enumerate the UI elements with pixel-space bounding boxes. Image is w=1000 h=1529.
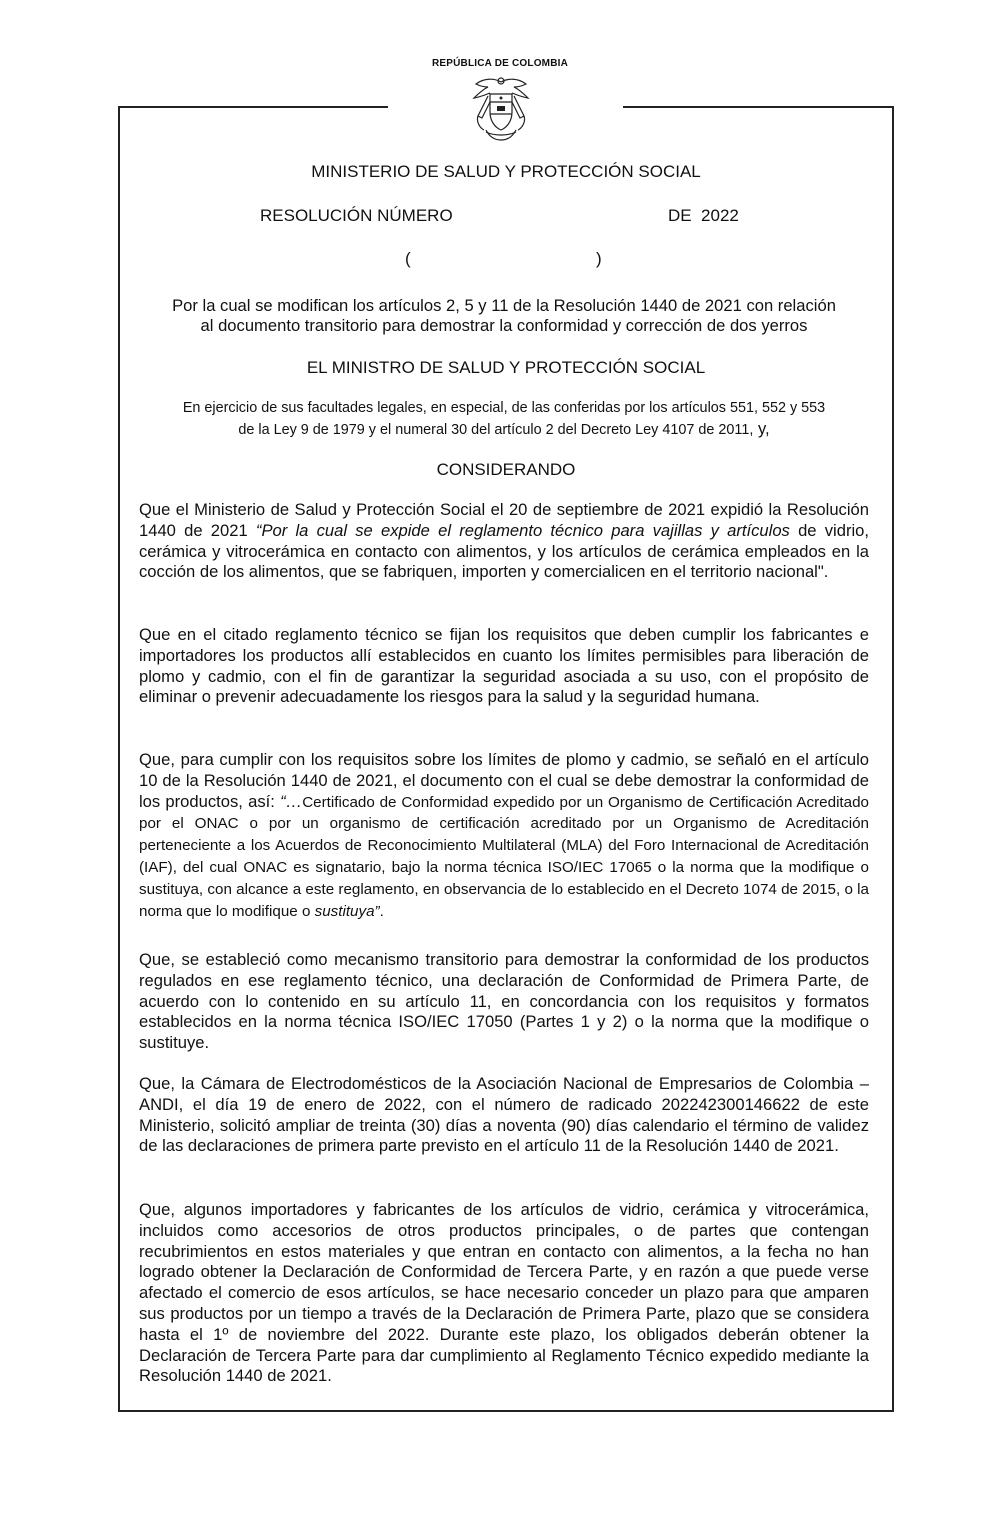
legal-faculties [139, 399, 869, 440]
considerando-heading: CONSIDERANDO [436, 460, 576, 479]
frame-top-right [623, 106, 894, 108]
authority-heading: EL MINISTRO DE SALUD Y PROTECCIÓN SOCIAL [306, 358, 706, 377]
frame-top-left [118, 106, 388, 108]
paragraph-1 [139, 500, 869, 583]
frame-bottom [118, 1410, 894, 1412]
resolution-label: RESOLUCIÓN NÚMERO [260, 206, 453, 225]
paragraph-3-part-a: Que, para cumplir con los requisitos sobre los límites de plomo y cadmio, se señaló en el artículo 10 de la Resolución 1440 de 2021, el documento con el cual se debe demostrar la conformidad de los productos, así: [139, 750, 869, 811]
paragraph-5 [139, 1074, 869, 1157]
subject-line-2: al documento transitorio para demostrar la conformidad y corrección de dos yerros [200, 316, 808, 335]
paragraph-3-period: . [379, 902, 384, 920]
paragraph-3 [139, 750, 869, 922]
faculties-line-2 [139, 419, 869, 441]
paragraph-5-text: Que, la Cámara de Electrodomésticos de la Asociación Nacional de Empresarios de Colombia – ANDI, el día 19 de enero de 2022, con el número de radicado 202242300146622 de este Ministerio, solicitó ampliar de treinta (30) días a noventa (90) días calendario el término de validez de las declaraciones de primera parte previsto en el artículo 11 de la Resolución 1440 de 2021. [139, 1074, 869, 1156]
paragraph-6 [139, 1200, 869, 1387]
subject-line-1: Por la cual se modifican los artículos 2, 5 y 11 de la Resolución 1440 de 2021 con relación [172, 296, 836, 315]
paragraph-6-text: Que, algunos importadores y fabricantes de los artículos de vidrio, cerámica y vitrocerámica, incluidos como accesorios de otros productos principales, o de partes que contengan recubrimientos en estos materiales y que entran en contacto con alimentos, a la fecha no han logrado obtener la Declaración de Conformidad de Tercera Parte, y en razón a que puede verse afectado el comercio de esos artículos, se hace necesario conceder un plazo para que amparen sus productos por un tiempo a través de la Declaración de Primera Parte, plazo que se considera hasta el 1º de noviembre del 2022. Durante este plazo, los obligados deberán obtener la Declaración de Tercera Parte para dar cumplimiento al Reglamento Técnico expedido mediante la Resolución 1440 de 2021. [139, 1200, 869, 1386]
frame-left [118, 106, 120, 1412]
faculties-line-2-text: de la Ley 9 de 1979 y el numeral 30 del artículo 2 del Decreto Ley 4107 de 2011, [238, 421, 754, 438]
paragraph-2 [139, 625, 869, 708]
paren-close: ) [596, 249, 602, 268]
republic-heading: REPÚBLICA DE COLOMBIA [431, 58, 569, 69]
paragraph-2-text: Que en el citado reglamento técnico se fijan los requisitos que deben cumplir los fabricantes e importadores los productos allí establecidos en cuanto los límites permisibles para liberación de plomo y cadmio, con el fin de garantizar la seguridad asociada a su uso, con el propósito de eliminar o prevenir adecuadamente los riesgos para la salud y la seguridad humana. [139, 625, 869, 707]
paragraph-4-text: Que, se estableció como mecanismo transitorio para demostrar la conformidad de los productos regulados en ese reglamento técnico, una declaración de Conformidad de Primera Parte, de acuerdo con lo contenido en su artículo 11, en concordancia con los requisitos y formatos establecidos en la norma técnica ISO/IEC 17050 (Partes 1 y 2) o la norma que la modifique o sustituye. [139, 950, 869, 1053]
paragraph-4 [139, 950, 869, 1054]
faculties-line-1: En ejercicio de sus facultades legales, en especial, de las conferidas por los artículos 551, 552 y 553 [182, 400, 826, 416]
resolution-year: DE 2022 [668, 206, 739, 225]
paragraph-3-quote-body: Certificado de Conformidad expedido por un Organismo de Certificación Acreditado por el ONAC o por un organismo de certificación acreditado por un Organismo de Acreditación perteneciente a los Acuerdos de Reconocimiento Multilateral (MLA) del Foro Internacional de Acreditación (IAF), del cual ONAC es signatario, bajo la norma técnica ISO/IEC 17065 o la norma que la modifique o sustituya, con alcance a este reglamento, en observancia de lo establecido en el Decreto 1074 de 2015, o la norma que lo modifique o [139, 793, 869, 920]
paragraph-3-quote-open: “… [280, 791, 303, 811]
paren-open: ( [405, 249, 411, 268]
paragraph-1-part-a: Que el Ministerio de Salud y Protección Social el 20 de septiembre de 2021 expidió la Resolución 1440 de 2021 [139, 500, 869, 540]
frame-right [892, 106, 894, 1412]
ministry-heading: MINISTERIO DE SALUD Y PROTECCIÓN SOCIAL [311, 162, 701, 181]
faculties-line-2-end: y, [753, 418, 770, 438]
paragraph-3-quote-end: sustituya” [314, 902, 380, 920]
paragraph-1-quote: “Por la cual se expide el reglamento técnico para vajillas y artículos [255, 520, 790, 540]
paragraph-1-part-c: de vidrio, cerámica y vitrocerámica en contacto con alimentos, y los artículos de cerámica empleados en la cocción de los alimentos, que se fabriquen, importen y comercialicen en el territorio nacional". [139, 520, 869, 582]
resolution-subject [139, 296, 869, 336]
